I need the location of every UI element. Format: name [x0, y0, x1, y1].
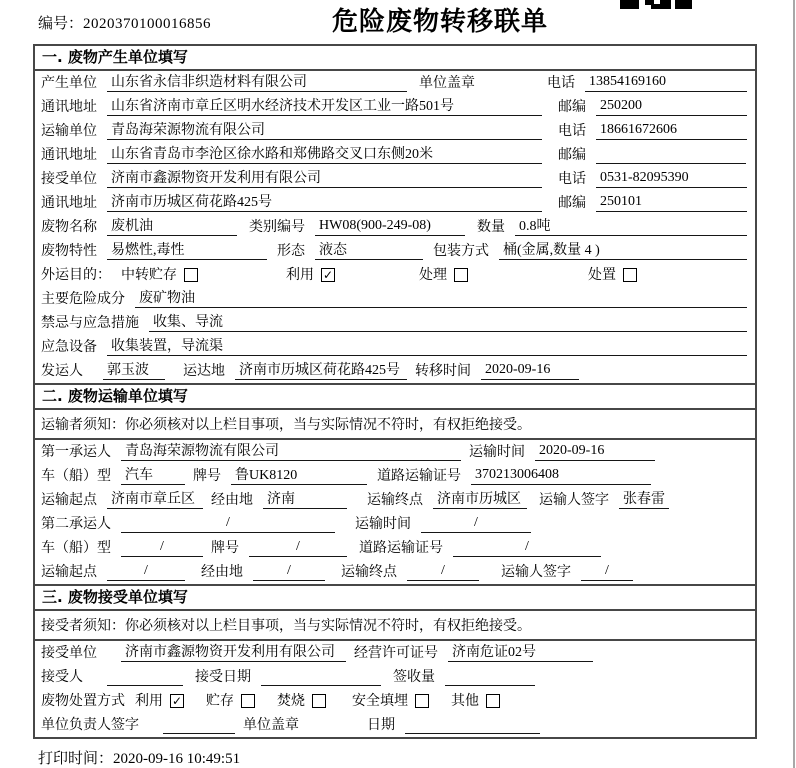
second-plate-label: 牌号 — [211, 541, 239, 556]
disposal-landfill-checkbox-label: 安全填埋 — [352, 694, 408, 709]
receiver-person-value — [107, 668, 183, 686]
disposal-storage-checkbox-label: 贮存 — [206, 694, 234, 709]
transporter-phone-label: 电话 — [558, 124, 586, 139]
producer-phone-value: 13854169160 — [585, 74, 747, 92]
category-code-value: HW08(900-249-08) — [315, 218, 465, 236]
packaging-label: 包装方式 — [433, 244, 489, 259]
unchecked-checkbox — [312, 694, 326, 708]
second-carrier-value: / — [121, 515, 335, 533]
receiver-person-row — [35, 665, 755, 689]
packaging-value: 桶(金属,数量 4 ) — [499, 239, 747, 260]
second-terminus-value: / — [407, 563, 479, 581]
receiver-zip-value: 250101 — [596, 194, 747, 212]
transfer-storage-checkbox-label: 中转贮存 — [121, 268, 177, 283]
shipper-label: 发运人 — [41, 364, 83, 379]
first-transport-time-label: 运输时间 — [469, 445, 525, 460]
transfer-storage-checkbox — [121, 264, 198, 284]
producer-zip-value: 250200 — [596, 98, 747, 116]
receiver-address-label: 通讯地址 — [41, 196, 97, 211]
form-state-label: 形态 — [277, 244, 305, 259]
transporter-notice: 运输者须知：你必须核对以上栏目事项，当与实际情况不符时，有权拒绝接受。 — [41, 418, 531, 433]
disposal-landfill-checkbox — [352, 690, 429, 710]
first-vehicle-type-label: 车（船）型 — [41, 469, 111, 484]
second-origin-value: / — [107, 563, 185, 581]
emergency-equipment-label: 应急设备 — [41, 340, 97, 355]
emergency-measures-row — [35, 311, 755, 335]
emergency-measures-label: 禁忌与应急措施 — [41, 316, 139, 331]
document-number-value: 2020370100016856 — [83, 16, 212, 32]
unchecked-checkbox — [486, 694, 500, 708]
producer-unit-value: 山东省永信非织造材料有限公司 — [107, 71, 407, 92]
second-carrier-label: 第二承运人 — [41, 517, 111, 532]
waste-name-value: 废机油 — [107, 215, 237, 236]
second-via-value: / — [253, 563, 325, 581]
waste-name-label: 废物名称 — [41, 220, 97, 235]
first-carrier-row — [35, 440, 755, 464]
first-plate-label: 牌号 — [193, 469, 221, 484]
second-transport-time-label: 运输时间 — [355, 517, 411, 532]
receiver-address-value: 济南市历城区荷花路425号 — [107, 191, 542, 212]
utilize-checkbox — [286, 264, 335, 284]
waste-name-row — [35, 215, 755, 239]
transporter-address-row — [35, 143, 755, 167]
receiver-address-row — [35, 191, 755, 215]
first-driver-sign-label: 运输人签字 — [539, 493, 609, 508]
producer-phone-label: 电话 — [547, 76, 575, 91]
first-plate-value: 鲁UK8120 — [231, 464, 367, 485]
treat-checkbox — [419, 264, 468, 284]
producer-unit-label: 产生单位 — [41, 76, 97, 91]
outbound-purpose-label: 外运目的： — [41, 268, 111, 283]
receive-unit-label: 接受单位 — [41, 646, 97, 661]
transporter-address-value: 山东省青岛市李沧区徐水路和郑佛路交叉口东侧20米 — [107, 143, 542, 164]
first-road-permit-label: 道路运输证号 — [377, 469, 461, 484]
unchecked-checkbox — [241, 694, 255, 708]
producer-address-value: 山东省济南市章丘区明水经济技术开发区工业一路501号 — [107, 95, 542, 116]
unit-seal-label: 单位盖章 — [419, 76, 475, 91]
shipper-value: 郭玉波 — [103, 359, 165, 380]
section-header-1: 一. 废物产生单位填写 — [35, 46, 755, 71]
receiver-seal-label: 单位盖章 — [243, 718, 299, 733]
quantity-value: 0.8吨 — [515, 215, 747, 236]
document-number-label: 编号： — [38, 16, 84, 32]
emergency-equipment-value: 收集装置，导流渠 — [107, 335, 747, 356]
first-terminus-label: 运输终点 — [367, 493, 423, 508]
section-header-3: 三. 废物接受单位填写 — [35, 584, 755, 611]
first-transport-time-value: 2020-09-16 — [535, 443, 655, 461]
receiver-phone-label: 电话 — [558, 172, 586, 187]
unchecked-checkbox — [184, 268, 198, 282]
disposal-utilize-checkbox — [135, 690, 184, 710]
second-origin-label: 运输起点 — [41, 565, 97, 580]
transfer-time-value: 2020-09-16 — [481, 362, 579, 380]
producer-address-row — [35, 95, 755, 119]
receive-unit-row — [35, 641, 755, 665]
outbound-purpose-row — [35, 263, 755, 287]
seal-date-value — [405, 716, 540, 734]
dispose-checkbox-label: 处置 — [588, 268, 616, 283]
second-vehicle-row — [35, 536, 755, 560]
transporter-unit-value: 青岛海荣源物流有限公司 — [107, 119, 542, 140]
second-road-permit-value: / — [453, 539, 601, 557]
transporter-zip-label: 邮编 — [558, 148, 586, 163]
first-origin-label: 运输起点 — [41, 493, 97, 508]
category-code-label: 类别编号 — [249, 220, 305, 235]
first-carrier-label: 第一承运人 — [41, 445, 111, 460]
disposal-other-checkbox-label: 其他 — [451, 694, 479, 709]
print-time-value: 2020-09-16 10:49:51 — [113, 751, 241, 767]
hazard-component-label: 主要危险成分 — [41, 292, 125, 307]
receive-unit-value: 济南市鑫源物资开发利用有限公司 — [121, 641, 346, 662]
quantity-label: 数量 — [477, 220, 505, 235]
receive-date-value — [261, 668, 381, 686]
second-road-permit-label: 道路运输证号 — [359, 541, 443, 556]
form-table — [33, 44, 757, 739]
second-route-row — [35, 560, 755, 584]
second-carrier-row — [35, 512, 755, 536]
second-driver-sign-label: 运输人签字 — [501, 565, 571, 580]
transporter-notice-row — [35, 410, 755, 440]
disposal-storage-checkbox — [206, 690, 255, 710]
waste-property-label: 废物特性 — [41, 244, 97, 259]
unchecked-checkbox — [415, 694, 429, 708]
receiver-notice-row — [35, 611, 755, 641]
destination-label: 运达地 — [183, 364, 225, 379]
first-driver-sign-value: 张春雷 — [619, 488, 669, 509]
disposal-other-checkbox — [451, 690, 500, 710]
checked-checkbox: ✓ — [171, 694, 183, 708]
form-state-value: 液态 — [315, 239, 423, 260]
producer-address-label: 通讯地址 — [41, 100, 97, 115]
page-edge-line — [793, 0, 795, 768]
second-transport-time-value: / — [421, 515, 531, 533]
emergency-equipment-row — [35, 335, 755, 359]
treat-checkbox-label: 处理 — [419, 268, 447, 283]
second-via-label: 经由地 — [201, 565, 243, 580]
second-plate-value: / — [249, 539, 347, 557]
page-title: 危险废物转移联单 — [332, 7, 549, 37]
first-carrier-value: 青岛海荣源物流有限公司 — [121, 440, 461, 461]
receiver-unit-row — [35, 167, 755, 191]
first-road-permit-value: 370213006408 — [471, 467, 651, 485]
receiver-unit-label: 接受单位 — [41, 172, 97, 187]
first-via-value: 济南 — [263, 488, 347, 509]
receiver-person-label: 接受人 — [41, 670, 83, 685]
hazard-component-value: 废矿物油 — [135, 287, 747, 308]
second-driver-sign-value: / — [581, 563, 633, 581]
responsible-sign-row — [35, 713, 755, 737]
disposal-incinerate-checkbox — [277, 690, 326, 710]
disposal-method-row — [35, 689, 755, 713]
license-number-label: 经营许可证号 — [354, 646, 438, 661]
waste-property-value: 易燃性,毒性 — [107, 239, 267, 260]
responsible-sign-label: 单位负责人签字 — [41, 718, 139, 733]
waste-property-row — [35, 239, 755, 263]
unchecked-checkbox — [454, 268, 468, 282]
disposal-utilize-checkbox-label: 利用 — [135, 694, 163, 709]
first-terminus-value: 济南市历城区 — [433, 488, 527, 509]
first-route-row — [35, 488, 755, 512]
seal-date-label: 日期 — [367, 718, 395, 733]
section-header-2: 二. 废物运输单位填写 — [35, 383, 755, 410]
emergency-measures-value: 收集、导流 — [149, 311, 747, 332]
first-vehicle-row — [35, 464, 755, 488]
receiver-zip-label: 邮编 — [558, 196, 586, 211]
second-terminus-label: 运输终点 — [341, 565, 397, 580]
dispose-checkbox — [588, 264, 637, 284]
checked-checkbox: ✓ — [322, 268, 334, 282]
shipper-row — [35, 359, 755, 383]
signed-quantity-value — [445, 668, 535, 686]
qr-code-fragment — [620, 0, 692, 9]
print-time-label: 打印时间： — [38, 751, 114, 767]
hazard-component-row — [35, 287, 755, 311]
first-origin-value: 济南市章丘区 — [107, 488, 203, 509]
transporter-unit-label: 运输单位 — [41, 124, 97, 139]
producer-zip-label: 邮编 — [558, 100, 586, 115]
receiver-notice: 接受者须知：你必须核对以上栏目事项，当与实际情况不符时，有权拒绝接受。 — [41, 619, 531, 634]
signed-quantity-label: 签收量 — [393, 670, 435, 685]
second-vehicle-type-value: / — [121, 539, 203, 557]
responsible-sign-value — [163, 716, 235, 734]
receiver-unit-value: 济南市鑫源物资开发利用有限公司 — [107, 167, 542, 188]
license-number-value: 济南危证02号 — [448, 641, 593, 662]
utilize-checkbox-label: 利用 — [286, 268, 314, 283]
unchecked-checkbox — [623, 268, 637, 282]
second-vehicle-type-label: 车（船）型 — [41, 541, 111, 556]
disposal-incinerate-checkbox-label: 焚烧 — [277, 694, 305, 709]
document-number — [38, 12, 211, 33]
print-time — [38, 747, 240, 768]
first-vehicle-type-value: 汽车 — [121, 464, 185, 485]
transporter-phone-value: 18661672606 — [596, 122, 747, 140]
transfer-time-label: 转移时间 — [415, 364, 471, 379]
receiver-phone-value: 0531-82095390 — [596, 170, 747, 188]
receive-date-label: 接受日期 — [195, 670, 251, 685]
transporter-unit-row — [35, 119, 755, 143]
destination-value: 济南市历城区荷花路425号 — [235, 359, 407, 380]
transporter-zip-value — [596, 146, 746, 164]
first-via-label: 经由地 — [211, 493, 253, 508]
disposal-method-label: 废物处置方式 — [41, 694, 125, 709]
transporter-address-label: 通讯地址 — [41, 148, 97, 163]
producer-unit-row — [35, 71, 755, 95]
